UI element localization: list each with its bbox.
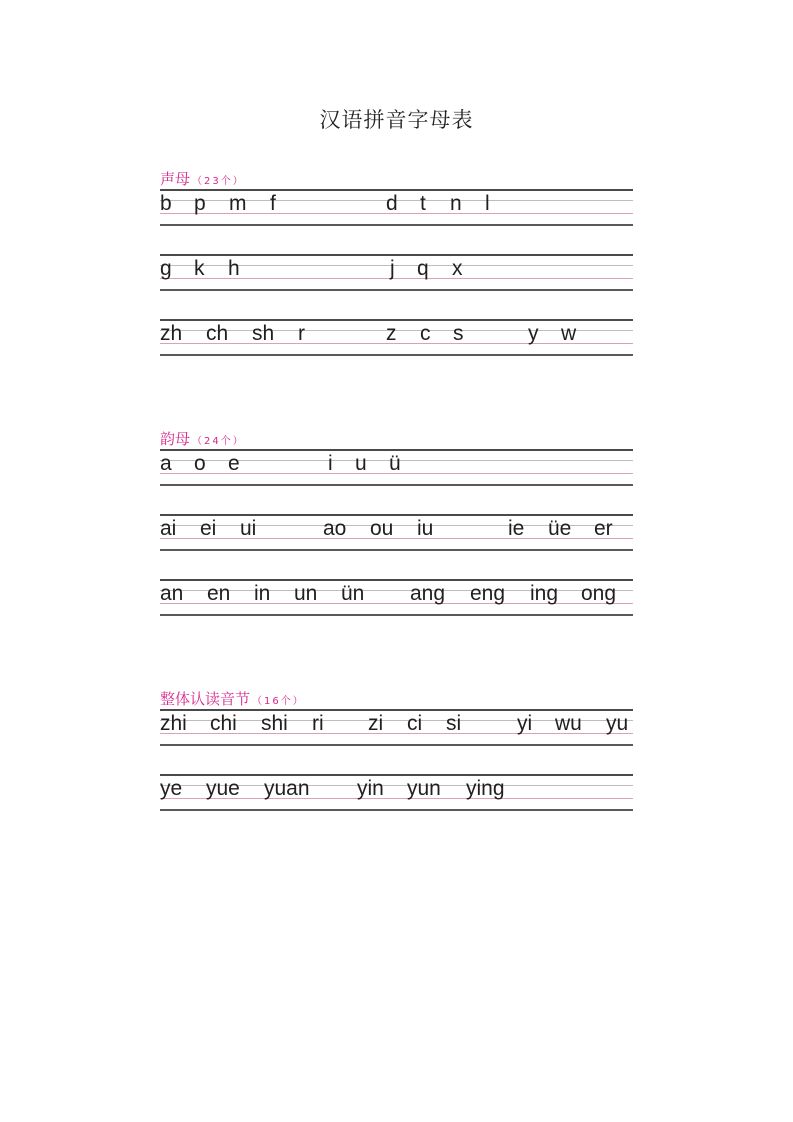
pinyin-token: z [386, 322, 397, 345]
pinyin-token: ie [508, 517, 525, 540]
pinyin-token: i [328, 452, 333, 475]
pinyin-token: yin [357, 777, 384, 800]
pinyin-token: j [390, 257, 395, 280]
pinyin-token: ui [240, 517, 257, 540]
pinyin-token: ao [323, 517, 347, 540]
section-count: （24个） [192, 436, 245, 447]
pinyin-token: ai [160, 517, 177, 540]
guide-line [160, 549, 633, 551]
pinyin-token: er [594, 517, 613, 540]
page-title: 汉语拼音字母表 [319, 108, 474, 132]
pinyin-token: ying [466, 777, 505, 800]
pinyin-token: s [453, 322, 464, 345]
guide-line [160, 254, 633, 256]
pinyin-token: a [160, 452, 172, 475]
guide-line [160, 603, 633, 604]
guide-line [160, 774, 633, 776]
pinyin-token: zi [368, 712, 384, 735]
writing-row-whole-syllables-1 [160, 709, 633, 745]
pinyin-token: k [194, 257, 205, 280]
pinyin-token: c [420, 322, 431, 345]
section-title: 整体认读音节 [160, 690, 251, 708]
pinyin-token: yi [517, 712, 533, 735]
pinyin-token: n [450, 192, 462, 215]
pinyin-token: x [452, 257, 463, 280]
guide-line [160, 809, 633, 811]
pinyin-token: h [228, 257, 240, 280]
pinyin-token: f [270, 192, 276, 215]
guide-line [160, 224, 633, 226]
section-title: 声母 [160, 170, 191, 188]
guide-line [160, 289, 633, 291]
pinyin-token: ri [312, 712, 324, 735]
writing-row-finals-1 [160, 449, 633, 485]
pinyin-token: o [194, 452, 206, 475]
writing-row-finals-2 [160, 514, 633, 550]
pinyin-token: üe [548, 517, 572, 540]
guide-line [160, 709, 633, 711]
pinyin-token: eng [470, 582, 506, 605]
pinyin-token: yu [606, 712, 629, 735]
pinyin-token: un [294, 582, 318, 605]
pinyin-token: r [298, 322, 305, 345]
section-label-finals [160, 430, 245, 451]
writing-row-finals-3 [160, 579, 633, 615]
guide-line [160, 744, 633, 746]
pinyin-token: si [446, 712, 462, 735]
pinyin-token: w [561, 322, 577, 345]
writing-row-initials-2 [160, 254, 633, 290]
pinyin-token: ou [370, 517, 394, 540]
section-label-whole-syllables [160, 690, 305, 711]
pinyin-token: e [228, 452, 240, 475]
guide-line [160, 189, 633, 191]
pinyin-token: ye [160, 777, 183, 800]
pinyin-token: ei [200, 517, 217, 540]
pinyin-token: ong [581, 582, 617, 605]
pinyin-token: ing [530, 582, 559, 605]
section-count: （16个） [252, 696, 305, 707]
section-count: （23个） [192, 176, 245, 187]
guide-line [160, 590, 633, 591]
pinyin-token: g [160, 257, 172, 280]
pinyin-token: d [386, 192, 398, 215]
guide-line [160, 449, 633, 451]
section-label-initials [160, 170, 245, 191]
pinyin-token: b [160, 192, 172, 215]
pinyin-token: ch [206, 322, 229, 345]
writing-row-initials-1 [160, 189, 633, 225]
guide-line [160, 354, 633, 356]
pinyin-token: l [485, 192, 490, 215]
pinyin-token: sh [252, 322, 275, 345]
guide-line [160, 484, 633, 486]
writing-row-initials-3 [160, 319, 633, 355]
guide-line [160, 579, 633, 581]
pinyin-token: ang [410, 582, 446, 605]
pinyin-token: ci [407, 712, 423, 735]
pinyin-token: zhi [160, 712, 187, 735]
pinyin-token: y [528, 322, 539, 345]
pinyin-token: q [417, 257, 429, 280]
pinyin-token: yue [206, 777, 240, 800]
pinyin-token: ü [389, 452, 401, 475]
pinyin-token: ün [341, 582, 365, 605]
pinyin-token: chi [210, 712, 237, 735]
pinyin-token: t [420, 192, 426, 215]
pinyin-token: u [355, 452, 367, 475]
pinyin-token: m [229, 192, 247, 215]
pinyin-token: wu [555, 712, 582, 735]
pinyin-token: an [160, 582, 184, 605]
pinyin-token: in [254, 582, 271, 605]
pinyin-token: shi [261, 712, 288, 735]
guide-line [160, 514, 633, 516]
section-title: 韵母 [160, 430, 191, 448]
writing-row-whole-syllables-2 [160, 774, 633, 810]
guide-line [160, 614, 633, 616]
pinyin-token: en [207, 582, 231, 605]
pinyin-token: yun [407, 777, 441, 800]
pinyin-token: zh [160, 322, 183, 345]
pinyin-token: iu [417, 517, 434, 540]
guide-line [160, 319, 633, 321]
pinyin-token: yuan [264, 777, 310, 800]
pinyin-token: p [194, 192, 206, 215]
